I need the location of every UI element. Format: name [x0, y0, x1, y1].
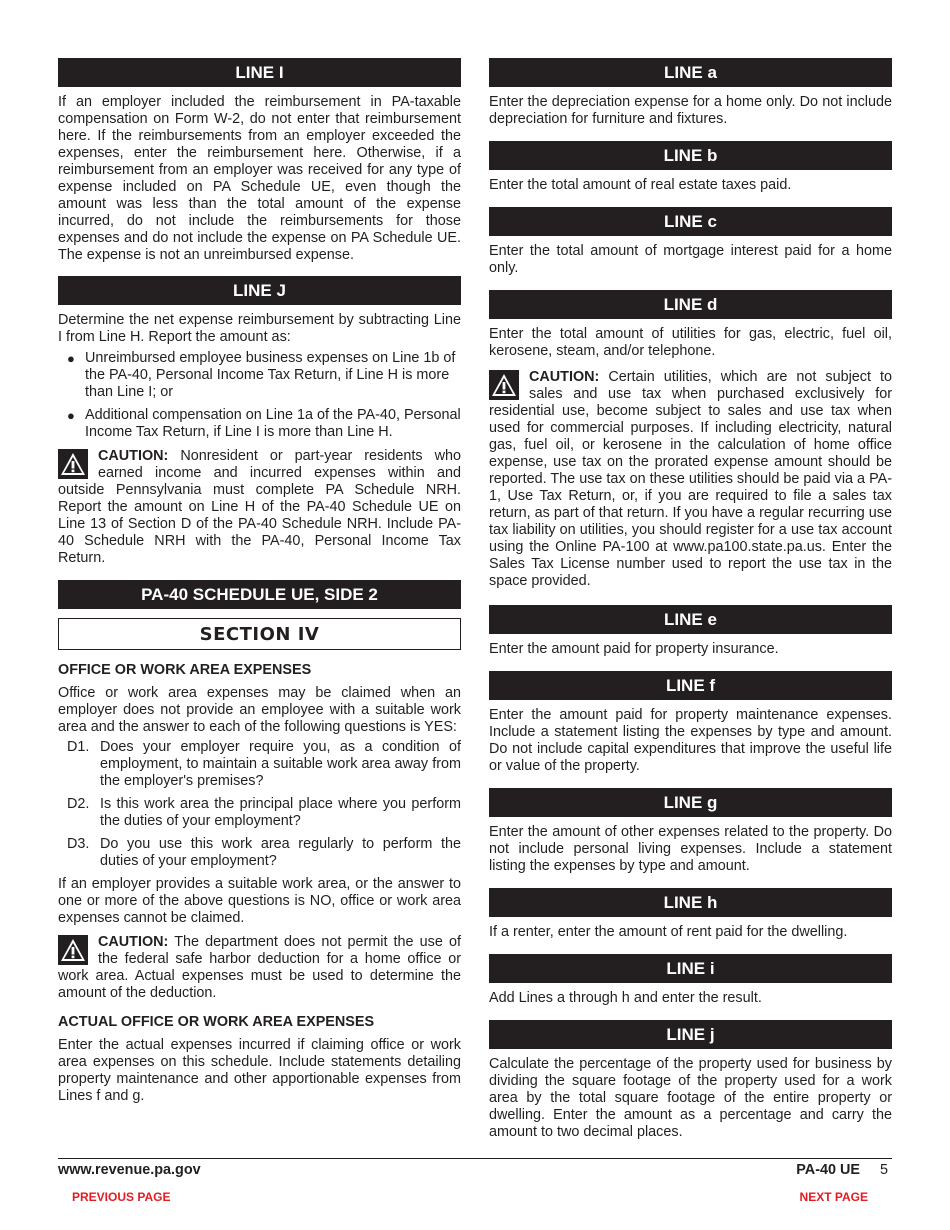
line-h-text: If a renter, enter the amount of rent paid for the dwelling. — [489, 924, 848, 940]
line-h-heading: LINE h — [489, 888, 892, 917]
footer-divider — [58, 1158, 892, 1159]
office-text: Office or work area expenses may be claimed when an employer does not provide an employee with a suitable work area and the answer to each of the following questions is YES: — [58, 685, 461, 735]
actual-subhead: ACTUAL OFFICE OR WORK AREA EXPENSES — [58, 1014, 375, 1030]
line-J-heading: LINE J — [58, 276, 461, 305]
line-i-text: Add Lines a through h and enter the result. — [489, 990, 762, 1006]
bullet-icon: ● — [67, 408, 75, 423]
line-i-heading: LINE i — [489, 954, 892, 983]
office-subhead: OFFICE OR WORK AREA EXPENSES — [58, 662, 312, 678]
left-column — [58, 58, 461, 1105]
caution-label: CAUTION: — [98, 448, 169, 464]
caution-label: CAUTION: — [529, 369, 600, 385]
line-b-heading: LINE b — [489, 141, 892, 170]
caution-text: Nonresident or part-year residents who earned income and incurred expenses within and outside Pennsylvania must complete PA Schedule NRH. Report the amount on Line H of the PA-40 Schedule UE on Line 13 of Section D of the PA-40 Schedule NRH. Include PA-40 Schedule NRH with the PA-40, Personal Income Tax Return. — [58, 448, 461, 566]
line-e-text: Enter the amount paid for property insurance. — [489, 641, 779, 657]
list-item: D3. Do you use this work area regularly to perform the duties of your employment? — [67, 836, 461, 869]
caution-nrh — [58, 448, 461, 567]
line-j-heading: LINE j — [489, 1020, 892, 1049]
warning-triangle-icon — [58, 935, 88, 965]
previous-page-link[interactable]: PREVIOUS PAGE — [72, 1190, 171, 1204]
section-heading: SECTION IV — [58, 618, 461, 650]
line-g-text: Enter the amount of other expenses related to the property. Do not include personal living expenses. Include a statement listing the expenses by type and amount. — [489, 824, 892, 874]
line-I-text: If an employer included the reimbursement in PA-taxable compensation on Form W-2, do not enter that reimbursement here. If the reimbursements from an employer exceeded the expenses, enter the reimbursement here. Otherwise, if a reimbursement from an employer was received for any type of expense included on PA Schedule UE, even though the amount was less than the total amount of the expense incurred, do not include the reimbursements for those expenses and do not include the expense on PA Schedule UE. The expense is not an unreimbursed expense. — [58, 94, 461, 263]
line-j-text: Calculate the percentage of the property used for business by dividing the square footage of the property used for a work area by the total square footage of the entire property or dwelling. Enter the amount as a percentage and carry the amount to two decimal places. — [489, 1056, 892, 1140]
next-page-link[interactable]: NEXT PAGE — [799, 1190, 868, 1204]
caution-text: The department does not permit the use of the federal safe harbor deduction for a home office or work area. Actual expenses must be used to determine the amount of the deduction. — [58, 934, 461, 1001]
list-item: D1. Does your employer require you, as a condition of employment, to maintain a suitable work area away from the employer's premises? — [67, 739, 461, 789]
office-questions — [58, 739, 461, 870]
office-after-text: If an employer provides a suitable work area, or the answer to one or more of the above questions is NO, office or work area expenses cannot be claimed. — [58, 876, 461, 926]
right-column — [489, 58, 892, 1141]
page-number: 5 — [880, 1162, 889, 1178]
line-b-text: Enter the total amount of real estate taxes paid. — [489, 177, 792, 193]
line-c-heading: LINE c — [489, 207, 892, 236]
caution-safe-harbor — [58, 934, 461, 1002]
line-d-text: Enter the total amount of utilities for gas, electric, fuel oil, kerosene, steam, and/or telephone. — [489, 326, 892, 359]
side2-heading: PA-40 SCHEDULE UE, SIDE 2 — [58, 580, 461, 609]
line-d-heading: LINE d — [489, 290, 892, 319]
footer-url: www.revenue.pa.gov — [58, 1162, 201, 1178]
line-I-heading: LINE I — [58, 58, 461, 87]
bullet-icon: ● — [67, 351, 75, 366]
line-f-heading: LINE f — [489, 671, 892, 700]
line-c-text: Enter the total amount of mortgage interest paid for a home only. — [489, 243, 892, 276]
caution-label: CAUTION: — [98, 934, 169, 950]
list-item: ● Unreimbursed employee business expenses on Line 1b of the PA-40, Personal Income Tax Return, if Line H is more than Line I; or — [67, 350, 456, 400]
line-e-heading: LINE e — [489, 605, 892, 634]
list-item: D2. Is this work area the principal place where you perform the duties of your employment? — [67, 796, 461, 829]
caution-text: Certain utilities, which are not subject to sales and use tax when purchased exclusively for residential use, become subject to sales and use tax when used for commercial purposes. If including electricity, natural gas, fuel oil, or kerosene in the calculation of home office expense, use tax on the prorated expense amount should be reported. The use tax on these utilities should be paid via a PA-1, Use Tax Return, or, if you are required to file a sales tax return, as part of that return. If you have a regular recurring use tax liability on utilities, you should register for a use tax account using the Online PA-100 at www.pa100.state.pa.us. Enter the Sales Tax License number used to report the use tax in the space provided. — [489, 369, 892, 589]
warning-triangle-icon — [58, 449, 88, 479]
line-J-bullets — [58, 350, 461, 441]
line-a-text: Enter the depreciation expense for a home only. Do not include depreciation for furniture and fixtures. — [489, 94, 892, 127]
list-item: ● Additional compensation on Line 1a of the PA-40, Personal Income Tax Return, if Line I is more than Line H. — [67, 407, 461, 440]
actual-text: Enter the actual expenses incurred if claiming office or work area expenses on this schedule. Include statements detailing property maintenance and other apportionable expenses from Lines f and g. — [58, 1037, 461, 1104]
warning-triangle-icon — [489, 370, 519, 400]
line-g-heading: LINE g — [489, 788, 892, 817]
caution-use-tax — [489, 369, 892, 590]
footer-form-name: PA-40 UE — [796, 1162, 860, 1178]
line-a-heading: LINE a — [489, 58, 892, 87]
line-J-text: Determine the net expense reimbursement by subtracting Line I from Line H. Report the amount as: — [58, 312, 461, 345]
line-f-text: Enter the amount paid for property maintenance expenses. Include a statement listing the expenses by type and amount. Do not include capital expenditures that improve the useful life or value of the property. — [489, 707, 892, 774]
